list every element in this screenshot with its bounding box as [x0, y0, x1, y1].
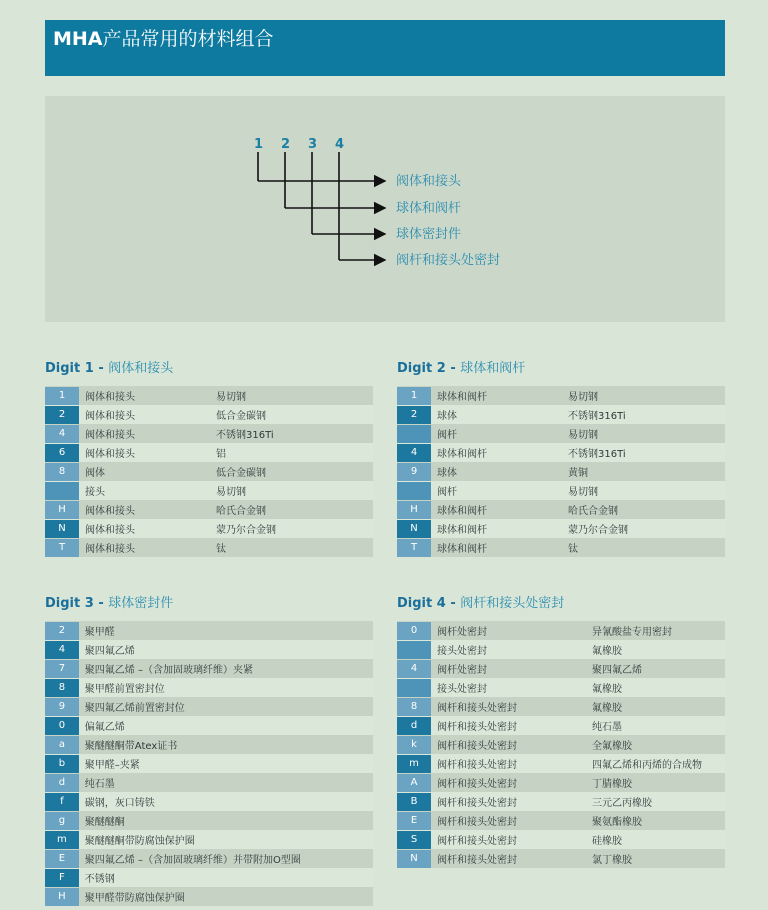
digit4-table-row: [397, 735, 725, 754]
diagram-label-4: 阀杆和接头处密封: [396, 253, 501, 268]
material-code: 9: [397, 463, 431, 481]
digit2-table-row: [397, 424, 725, 443]
component-cell: 阀杆和接头处密封: [437, 798, 517, 809]
component-cell: 阀杆和接头处密封: [437, 855, 517, 866]
digit3-table-row: [45, 887, 373, 906]
material-code: N: [397, 850, 431, 868]
component-cell: 球体: [437, 468, 457, 479]
material-code: 1: [45, 387, 79, 405]
diagram-digit-4: 4: [335, 137, 345, 152]
material-code: 0: [397, 622, 431, 640]
component-cell: 聚醚醚酮带Atex证书: [84, 741, 178, 752]
component-cell: 聚甲醛带防腐蚀保护圈: [84, 893, 185, 904]
diagram-digit-1: 1: [254, 137, 264, 152]
material-code: B: [397, 793, 431, 811]
digit2-table-row: [397, 519, 725, 538]
component-cell: 阀杆和接头处密封: [437, 779, 517, 790]
material-cell: 铝: [216, 449, 226, 460]
component-cell: 聚醚醚酮带防腐蚀保护圈: [84, 836, 195, 847]
digit3-table: [45, 621, 373, 906]
component-cell: 接头处密封: [437, 646, 487, 657]
material-cell: 异氰酸盐专用密封: [592, 627, 672, 638]
material-cell: 蒙乃尔合金钢: [216, 525, 276, 536]
material-code: d: [397, 717, 431, 735]
component-cell: 阀杆处密封: [437, 627, 487, 638]
digit4-table: [397, 621, 725, 868]
material-code: T: [397, 539, 431, 557]
material-code: 8: [45, 679, 79, 697]
material-cell: 四氟乙烯和丙烯的合成物: [592, 760, 702, 771]
material-code: 4: [397, 660, 431, 678]
component-cell: 阀体和接头: [85, 525, 135, 536]
material-cell: 易切钢: [568, 392, 598, 403]
component-cell: 阀体和接头: [85, 449, 135, 460]
material-cell: 不锈钢316Ti: [568, 449, 626, 460]
material-cell: 氟橡胶: [592, 646, 622, 657]
digit3-table-row: [45, 716, 373, 735]
material-cell: 蒙乃尔合金钢: [568, 525, 628, 536]
component-cell: 不锈钢: [84, 874, 115, 885]
diagram-digit-3: 3: [308, 137, 318, 152]
page-title-brand: MHA: [53, 28, 103, 50]
digit3-heading-text: 球体密封件: [108, 596, 174, 611]
digit1-table-row: [45, 405, 373, 424]
component-cell: 阀杆处密封: [437, 665, 487, 676]
digit-diagram: [45, 96, 725, 322]
material-code: S: [397, 831, 431, 849]
material-code: H: [397, 501, 431, 519]
material-code: N: [397, 520, 431, 538]
digit3-table-row: [45, 868, 373, 887]
material-code: F: [45, 869, 79, 887]
digit3-table-row: [45, 678, 373, 697]
material-cell: 易切钢: [568, 430, 598, 441]
digit4-table-row: [397, 830, 725, 849]
digit1-table-row: [45, 538, 373, 557]
component-cell: 聚四氟乙烯 –（含加固玻璃纤维）夹紧: [84, 665, 253, 676]
digit4-table-row: [397, 640, 725, 659]
material-code: m: [397, 755, 431, 773]
material-cell: 低合金碳钢: [216, 468, 266, 479]
material-code: [397, 482, 431, 500]
digit1-heading: [45, 357, 173, 376]
material-code: T: [45, 539, 79, 557]
material-code: H: [45, 888, 79, 906]
material-code: m: [45, 831, 79, 849]
diagram-label-3: 球体密封件: [396, 227, 462, 242]
material-code: 9: [45, 698, 79, 716]
material-cell: 聚四氟乙烯: [592, 665, 642, 676]
component-cell: 阀体和接头: [85, 506, 135, 517]
digit4-table-row: [397, 659, 725, 678]
material-cell: 不锈钢316Ti: [568, 411, 626, 422]
material-cell: 易切钢: [216, 392, 246, 403]
component-cell: 阀杆和接头处密封: [437, 703, 517, 714]
component-cell: 球体和阀杆: [437, 525, 487, 536]
digit2-table-row: [397, 538, 725, 557]
component-cell: 阀杆和接头处密封: [437, 836, 517, 847]
digit3-table-row: [45, 735, 373, 754]
digit3-table-row: [45, 811, 373, 830]
digit3-table-row: [45, 659, 373, 678]
diagram-label-1: 阀体和接头: [396, 174, 462, 189]
material-code: 1: [397, 387, 431, 405]
material-code: H: [45, 501, 79, 519]
digit1-heading-prefix: Digit 1 -: [45, 361, 109, 376]
digit4-table-row: [397, 792, 725, 811]
component-cell: 阀杆和接头处密封: [437, 722, 517, 733]
material-cell: 纯石墨: [592, 722, 622, 733]
component-cell: 球体和阀杆: [437, 544, 487, 555]
digit2-heading-prefix: Digit 2 -: [397, 361, 461, 376]
material-cell: 低合金碳钢: [216, 411, 266, 422]
material-code: 8: [45, 463, 79, 481]
diagram-digit-2: 2: [281, 137, 291, 152]
header-banner: [45, 20, 725, 76]
digit3-heading-prefix: Digit 3 -: [45, 596, 109, 611]
material-code: 2: [397, 406, 431, 424]
material-cell: 氟橡胶: [592, 684, 622, 695]
component-cell: 聚四氟乙烯: [84, 646, 135, 657]
material-code: 2: [45, 622, 79, 640]
component-cell: 聚四氟乙烯前置密封位: [84, 703, 185, 714]
digit1-table-row: [45, 500, 373, 519]
material-code: N: [45, 520, 79, 538]
component-cell: 阀体和接头: [85, 411, 135, 422]
digit4-table-row: [397, 621, 725, 640]
material-cell: 丁腈橡胶: [592, 779, 632, 790]
digit4-table-row: [397, 754, 725, 773]
material-cell: 钛: [216, 544, 226, 555]
material-code: 8: [397, 698, 431, 716]
material-code: 4: [45, 425, 79, 443]
digit2-table-row: [397, 443, 725, 462]
digit2-table-row: [397, 386, 725, 405]
material-code: [397, 641, 431, 659]
material-code: 6: [45, 444, 79, 462]
digit3-heading: [45, 592, 173, 611]
component-cell: 阀体: [85, 468, 105, 479]
digit3-table-row: [45, 792, 373, 811]
digit4-table-row: [397, 773, 725, 792]
digit-diagram-svg: [45, 96, 725, 322]
digit3-table-row: [45, 849, 373, 868]
digit3-table-row: [45, 621, 373, 640]
material-cell: 不锈钢316Ti: [216, 430, 274, 441]
page-title-text: 产品常用的材料组合: [102, 28, 274, 50]
material-cell: 硅橡胶: [592, 836, 622, 847]
material-cell: 钛: [568, 544, 578, 555]
digit4-heading-prefix: Digit 4 -: [397, 596, 461, 611]
component-cell: 阀杆: [437, 430, 457, 441]
component-cell: 接头: [85, 487, 105, 498]
component-cell: 阀体和接头: [85, 430, 135, 441]
material-code: E: [45, 850, 79, 868]
material-cell: 氟橡胶: [592, 703, 622, 714]
digit4-table-row: [397, 811, 725, 830]
material-code: a: [45, 736, 79, 754]
digit2-heading-text: 球体和阀杆: [460, 361, 526, 376]
digit2-table-row: [397, 405, 725, 424]
material-code: f: [45, 793, 79, 811]
component-cell: 阀杆和接头处密封: [437, 741, 517, 752]
digit3-table-row: [45, 640, 373, 659]
material-code: 0: [45, 717, 79, 735]
component-cell: 碳钢，灰口铸铁: [84, 798, 155, 809]
component-cell: 聚醚醚酮: [84, 817, 125, 828]
material-cell: 三元乙丙橡胶: [592, 798, 652, 809]
digit1-table: [45, 386, 373, 557]
digit2-table-row: [397, 481, 725, 500]
component-cell: 聚四氟乙烯 –（含加固玻璃纤维）并带附加O型圈: [84, 855, 301, 866]
component-cell: 阀杆: [437, 487, 457, 498]
digit4-table-row: [397, 697, 725, 716]
material-code: 7: [45, 660, 79, 678]
digit1-table-row: [45, 481, 373, 500]
digit3-table-row: [45, 773, 373, 792]
material-code: 4: [397, 444, 431, 462]
component-cell: 阀体和接头: [85, 544, 135, 555]
component-cell: 聚甲醛: [84, 627, 115, 638]
diagram-label-2: 球体和阀杆: [396, 201, 462, 216]
digit2-heading: [397, 357, 525, 376]
digit2-table: [397, 386, 725, 557]
digit2-table-row: [397, 500, 725, 519]
component-cell: 阀杆和接头处密封: [437, 760, 517, 771]
material-cell: 哈氏合金钢: [568, 506, 618, 517]
material-cell: 全氟橡胶: [592, 741, 632, 752]
material-cell: 氯丁橡胶: [592, 855, 632, 866]
component-cell: 接头处密封: [437, 684, 487, 695]
component-cell: 球体和阀杆: [437, 506, 487, 517]
material-code: [397, 425, 431, 443]
material-code: g: [45, 812, 79, 830]
digit4-heading-text: 阀杆和接头处密封: [460, 596, 565, 611]
digit1-heading-text: 阀体和接头: [108, 361, 174, 376]
component-cell: 偏氟乙烯: [84, 722, 125, 733]
material-code: E: [397, 812, 431, 830]
digit1-table-row: [45, 424, 373, 443]
digit1-table-row: [45, 443, 373, 462]
digit4-table-row: [397, 678, 725, 697]
component-cell: 聚甲醛前置密封位: [84, 684, 165, 695]
material-code: [397, 679, 431, 697]
material-code: d: [45, 774, 79, 792]
material-code: b: [45, 755, 79, 773]
component-cell: 球体: [437, 411, 457, 422]
material-cell: 黄铜: [568, 468, 588, 479]
component-cell: 球体和阀杆: [437, 449, 487, 460]
material-code: [45, 482, 79, 500]
digit4-table-row: [397, 849, 725, 868]
component-cell: 阀体和接头: [85, 392, 135, 403]
component-cell: 球体和阀杆: [437, 392, 487, 403]
component-cell: 纯石墨: [84, 779, 115, 790]
digit1-table-row: [45, 462, 373, 481]
page-title: [53, 24, 274, 51]
digit3-table-row: [45, 754, 373, 773]
digit3-table-row: [45, 830, 373, 849]
digit3-table-row: [45, 697, 373, 716]
digit4-heading: [397, 592, 564, 611]
material-code: 4: [45, 641, 79, 659]
material-cell: 哈氏合金钢: [216, 506, 266, 517]
material-code: k: [397, 736, 431, 754]
digit2-table-row: [397, 462, 725, 481]
material-cell: 易切钢: [216, 487, 246, 498]
component-cell: 聚甲醛–夹紧: [84, 760, 140, 771]
material-code: 2: [45, 406, 79, 424]
material-cell: 易切钢: [568, 487, 598, 498]
material-cell: 聚氨酯橡胶: [592, 817, 642, 828]
digit4-table-row: [397, 716, 725, 735]
component-cell: 阀杆和接头处密封: [437, 817, 517, 828]
material-code: A: [397, 774, 431, 792]
digit1-table-row: [45, 386, 373, 405]
digit1-table-row: [45, 519, 373, 538]
